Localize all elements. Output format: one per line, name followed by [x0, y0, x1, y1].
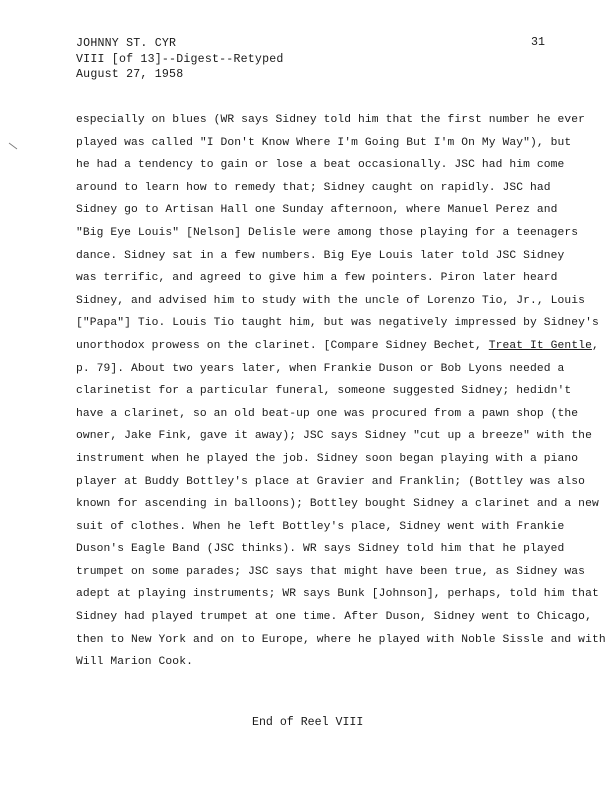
end-of-reel: End of Reel VIII — [252, 716, 364, 729]
body-line: around to learn how to remedy that; Sidney caught on rapidly. JSC had — [76, 181, 551, 194]
body-line: suit of clothes. When he left Bottley's place, Sidney went with Frankie — [76, 520, 565, 533]
body-line: adept at playing instruments; WR says Bunk [Johnson], perhaps, told him that — [76, 588, 599, 601]
body-line: dance. Sidney sat in a few numbers. Big Eye Louis later told JSC Sidney — [76, 249, 565, 262]
book-title: Treat It Gentle — [488, 339, 592, 352]
body-line: he had a tendency to gain or lose a beat occasionally. JSC had him come — [76, 159, 565, 172]
header-name: JOHNNY ST. CYR — [76, 37, 177, 50]
body-line: ["Papa"] Tio. Louis Tio taught him, but was negatively impressed by Sidney's — [76, 317, 599, 330]
document-header — [76, 36, 284, 83]
body-line-start: unorthodox prowess on the clarinet. [Compare Sidney Bechet, — [76, 339, 489, 352]
body-line: then to New York and on to Europe, where he played with Noble Sissle and with — [76, 633, 606, 646]
body-line: instrument when he played the job. Sidney soon began playing with a piano — [76, 452, 579, 465]
body-text — [76, 109, 606, 674]
header-date: August 27, 1958 — [76, 68, 184, 81]
body-line-end: , — [591, 339, 599, 352]
body-line-with-title — [76, 335, 599, 358]
body-line: especially on blues (WR says Sidney told him that the first number he ever — [76, 114, 586, 126]
body-line: known for ascending in balloons); Bottley bought Sidney a clarinet and a new — [76, 498, 599, 511]
body-line: Sidney go to Artisan Hall one Sunday afternoon, where Manuel Perez and — [76, 204, 558, 217]
body-line: Sidney, and advised him to study with the uncle of Lorenzo Tio, Jr., Louis — [76, 294, 586, 307]
body-line: owner, Jake Fink, gave it away); JSC says Sidney "cut up a breeze" with the — [76, 430, 592, 443]
page-number: 31 — [531, 36, 545, 49]
body-line: Sidney had played trumpet at one time. After Duson, Sidney went to Chicago, — [76, 611, 592, 624]
body-line: clarinetist for a particular funeral, someone suggested Sidney; hedidn't — [76, 385, 572, 398]
body-line: have a clarinet, so an old beat-up one was procured from a pawn shop (the — [76, 407, 579, 420]
body-line: played was called "I Don't Know Where I'm Going But I'm On My Way"), but — [76, 136, 572, 149]
margin-mark — [8, 142, 18, 150]
body-line: player at Buddy Bottley's place at Gravier and Franklin; (Bottley was also — [76, 475, 586, 488]
body-line: Duson's Eagle Band (JSC thinks). WR says Sidney told him that he played — [76, 543, 565, 556]
body-line: p. 79]. About two years later, when Frankie Duson or Bob Lyons needed a — [76, 362, 565, 375]
body-line: Will Marion Cook. — [76, 656, 193, 669]
body-line: was terrific, and agreed to give him a few pointers. Piron later heard — [76, 272, 558, 285]
body-line: "Big Eye Louis" [Nelson] Delisle were among those playing for a teenagers — [76, 226, 579, 239]
body-line: trumpet on some parades; JSC says that might have been true, as Sidney was — [76, 565, 586, 578]
header-reel: VIII [of 13]--Digest--Retyped — [76, 52, 284, 66]
